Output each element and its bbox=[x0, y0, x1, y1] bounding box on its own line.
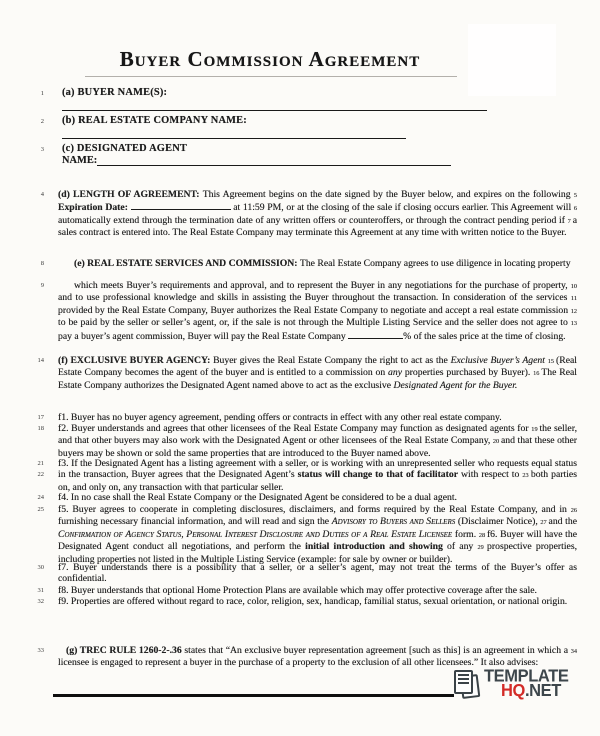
line-number: 6 bbox=[573, 205, 577, 213]
clause-d-length-of-agreement bbox=[0, 189, 600, 239]
line-number: 28 bbox=[478, 531, 487, 539]
line-number: 9 bbox=[40, 282, 44, 289]
line-number: 20 bbox=[492, 438, 501, 446]
text-run: of any bbox=[442, 541, 478, 553]
line-number: 4 bbox=[40, 191, 44, 198]
text-run: to be paid by the seller or seller’s agent, or, if the sale is not through the Multiple Listing Service and the seller does not agree to bbox=[58, 317, 571, 329]
clause-f1 bbox=[0, 412, 600, 423]
text-run: Exclusive Buyer’s Agent bbox=[450, 355, 548, 366]
text-run: any bbox=[388, 367, 403, 379]
bottom-rule bbox=[53, 694, 454, 697]
agent-name-row bbox=[62, 154, 451, 166]
line-number-column bbox=[0, 562, 44, 573]
brand-hqnet-text: HQ.NET bbox=[501, 681, 561, 700]
line-number: 18 bbox=[37, 425, 44, 432]
line-number-column bbox=[0, 423, 44, 434]
text-run: licensee is engaged to represent a buyer in the purchase of a property to the exclusion of all other licensees.” It also advises: bbox=[58, 657, 539, 669]
line-number: 15 bbox=[547, 358, 557, 365]
text-run: f4. In no case shall the Real Estate Company or the Designated Agent be considered to be a dual agent. bbox=[58, 492, 457, 503]
line-number: 13 bbox=[570, 320, 577, 328]
text-run: Buyer gives the Real Estate Company the right to act as the bbox=[213, 355, 451, 366]
line-number: 24 bbox=[37, 494, 44, 501]
text-run: (Real Estate Company becomes the agent of the buyer and is entitled to a commission on bbox=[58, 355, 577, 379]
text-run: f2. Buyer understands and agrees that other licensees of the Real Estate Company may function as designated agents for bbox=[58, 423, 532, 434]
text-run: status will change to that of facilitator bbox=[297, 469, 459, 481]
line-number: 11 bbox=[570, 295, 577, 303]
text-run: pay a buyer’s agent commission, Buyer will pay the Real Estate Company bbox=[58, 330, 349, 342]
clause-f8 bbox=[0, 585, 600, 596]
line-number: 29 bbox=[477, 544, 488, 552]
line-number-column bbox=[0, 355, 44, 366]
text-run: f1. Buyer has no buyer agency agreement, pending offers or contracts in effect with any other real estate company. bbox=[58, 412, 502, 423]
text-run: f8. Buyer understands that optional Home Protection Plans are available which may offer protective coverage after the sale. bbox=[58, 585, 537, 596]
text-run: a sales contract is entered into. The Real Estate Company may terminate this Agreement at any time with written notice to the Buyer. bbox=[58, 214, 577, 239]
line-number: 34 bbox=[570, 648, 577, 655]
buyer-name-blank[interactable] bbox=[62, 110, 487, 111]
line-number: 17 bbox=[37, 414, 44, 421]
line-number: 21 bbox=[37, 460, 44, 467]
text-run: Confirmation of Agency Status, Personal Interest Disclosure and Duties of a Real Estate Licensee bbox=[58, 528, 453, 540]
text-run: (g) TREC RULE 1260-2-.36 bbox=[66, 645, 185, 656]
text-run: initial introduction and showing bbox=[305, 541, 443, 553]
line-number: 10 bbox=[570, 283, 577, 290]
line-number: 2 bbox=[40, 118, 44, 125]
agent-name-blank[interactable] bbox=[97, 154, 451, 166]
text-run: (e) REAL ESTATE SERVICES AND COMMISSION: bbox=[74, 258, 300, 269]
line-number-column bbox=[0, 645, 44, 656]
text-run: (d) LENGTH OF AGREEMENT: bbox=[58, 189, 203, 200]
line-number-column bbox=[0, 504, 44, 515]
clause-f3 bbox=[0, 458, 600, 493]
line-number-column bbox=[0, 189, 44, 200]
clause-f7 bbox=[0, 562, 600, 585]
text-run: furnishing necessary financial information, and will read and sign the bbox=[58, 516, 332, 528]
blank-field[interactable] bbox=[131, 201, 231, 210]
text-run: at 11:59 PM, or at the closing of the sale if closing occurs earlier. This Agreement will bbox=[230, 202, 574, 214]
text-run: with respect to bbox=[458, 469, 523, 481]
document-pages-icon bbox=[452, 669, 482, 701]
line-number: 14 bbox=[37, 357, 44, 364]
text-run: (f) EXCLUSIVE BUYER AGENCY: bbox=[58, 355, 214, 366]
line-number: 31 bbox=[37, 587, 44, 594]
line-number: 8 bbox=[40, 260, 44, 267]
clause-f-exclusive-buyer-agency bbox=[0, 355, 600, 391]
clause-f2 bbox=[0, 423, 600, 459]
text-run: f3. If the Designated Agent has a listing agreement with a seller, or is working with an unrepresented seller who requests equal status in the transaction, Buyer agrees that the Designated Agent’s bbox=[58, 458, 577, 481]
line-number: 3 bbox=[40, 146, 44, 153]
line-number: 27 bbox=[540, 519, 549, 527]
line-number: 25 bbox=[37, 506, 44, 513]
text-run: prospective properties, including properties not listed in the Multiple Listing Service (example: for sale by owner or builder). bbox=[58, 541, 578, 565]
line-number-column bbox=[0, 458, 44, 481]
brand-template-text: TEMPLATE bbox=[484, 666, 569, 686]
line-number-column bbox=[0, 585, 44, 596]
line-number-column bbox=[0, 258, 44, 269]
clause-f5-f6 bbox=[0, 504, 600, 565]
text-run: This Agreement begins on the date signed by the Buyer below, and expires on the following bbox=[202, 189, 574, 200]
line-number-column bbox=[0, 492, 44, 503]
line-number: 16 bbox=[533, 370, 542, 378]
designated-agent-label: (c) DESIGNATED AGENT bbox=[62, 143, 188, 154]
line-number: 32 bbox=[37, 598, 44, 605]
agent-name-label: NAME: bbox=[62, 155, 98, 166]
text-run: Advisory to Buyers and Sellers bbox=[331, 516, 456, 528]
text-run: both parties on, and only on, any transaction with that particular seller. bbox=[58, 469, 577, 493]
title-rule bbox=[85, 76, 457, 77]
text-run: The Real Estate Company authorizes the Designated Agent named above to act as the exclusive bbox=[58, 367, 577, 391]
brand-logo bbox=[452, 666, 569, 701]
text-run: properties purchased by Buyer). bbox=[402, 367, 534, 379]
scan-artifact bbox=[468, 24, 556, 96]
line-number: 1 bbox=[40, 90, 44, 97]
line-number-column bbox=[0, 280, 44, 291]
text-run: (Disclaimer Notice), bbox=[455, 516, 541, 528]
text-run: and that these other buyers may be shown or sold the same properties that are introduced to the Buyer named above. bbox=[58, 435, 577, 459]
line-number: 22 bbox=[37, 471, 44, 479]
text-run: automatically extend through the termination date of any written offers or counteroffers, or through the contract pending period if bbox=[58, 214, 568, 226]
clause-e-services-commission bbox=[0, 258, 600, 269]
brand-text bbox=[484, 666, 569, 700]
text-run: the seller, and that other buyers may also work with the Designated Agent or other licensees of the Real Estate Company, bbox=[58, 423, 577, 447]
line-number: 5 bbox=[573, 192, 577, 199]
text-run: f7. Buyer understands there is a possibility that a seller, or a seller’s agent, may not treat the terms of the Buyer’s offer as confidential. bbox=[58, 562, 577, 585]
text-run: which meets Buyer’s requirements and approval, and to represent the Buyer in any negotiations for the purchase of property, bbox=[74, 280, 571, 291]
text-run: % of the sales price at the time of closing. bbox=[403, 330, 566, 342]
text-run: provided by the Real Estate Company, Buyer authorizes the Real Estate Company to negotiate and accept a real estate commission bbox=[58, 304, 571, 316]
text-run: The Real Estate Company agrees to use diligence in locating property bbox=[299, 258, 571, 269]
line-number: 26 bbox=[570, 507, 577, 514]
line-number: 7 bbox=[567, 217, 573, 225]
text-run: f9. Properties are offered without regard to race, color, religion, sex, handicap, familial status, sexual orientation, or national origin. bbox=[58, 596, 568, 607]
line-number: 23 bbox=[522, 472, 531, 480]
clause-f9 bbox=[0, 596, 600, 607]
line-number-column bbox=[0, 412, 44, 423]
clause-f4 bbox=[0, 492, 600, 503]
text-run: Designated Agent for the Buyer. bbox=[393, 379, 518, 391]
line-number: 33 bbox=[37, 647, 44, 654]
text-run: form. bbox=[452, 528, 479, 540]
clause-g-trec-rule bbox=[0, 645, 600, 669]
line-number-column bbox=[0, 596, 44, 607]
text-run: f6. Buyer will have the Designated Agent conduct all negotiations, and perform the bbox=[58, 528, 577, 553]
text-run: and the bbox=[548, 516, 577, 528]
company-name-label: (b) REAL ESTATE COMPANY NAME: bbox=[62, 115, 247, 126]
document-title: Buyer Commission Agreement bbox=[119, 47, 421, 71]
company-name-blank[interactable] bbox=[62, 138, 406, 139]
line-number: 19 bbox=[531, 426, 540, 433]
text-run: f5. Buyer agrees to cooperate in completing disclosures, disclaimers, and forms required by the Real Estate Company, and in bbox=[58, 504, 571, 515]
text-run: Expiration Date: bbox=[58, 202, 131, 214]
buyer-name-label: (a) BUYER NAME(S): bbox=[62, 87, 168, 98]
line-number: 30 bbox=[37, 564, 44, 571]
text-run: states that “An exclusive buyer representation agreement [such as this] is an agreement in which a bbox=[184, 645, 571, 656]
blank-field[interactable] bbox=[348, 330, 403, 339]
line-number: 12 bbox=[570, 307, 577, 315]
text-run: and to use professional knowledge and skills in assisting the Buyer throughout the transaction. In consideration of the services bbox=[58, 292, 571, 304]
clause-e-continued bbox=[0, 280, 600, 342]
